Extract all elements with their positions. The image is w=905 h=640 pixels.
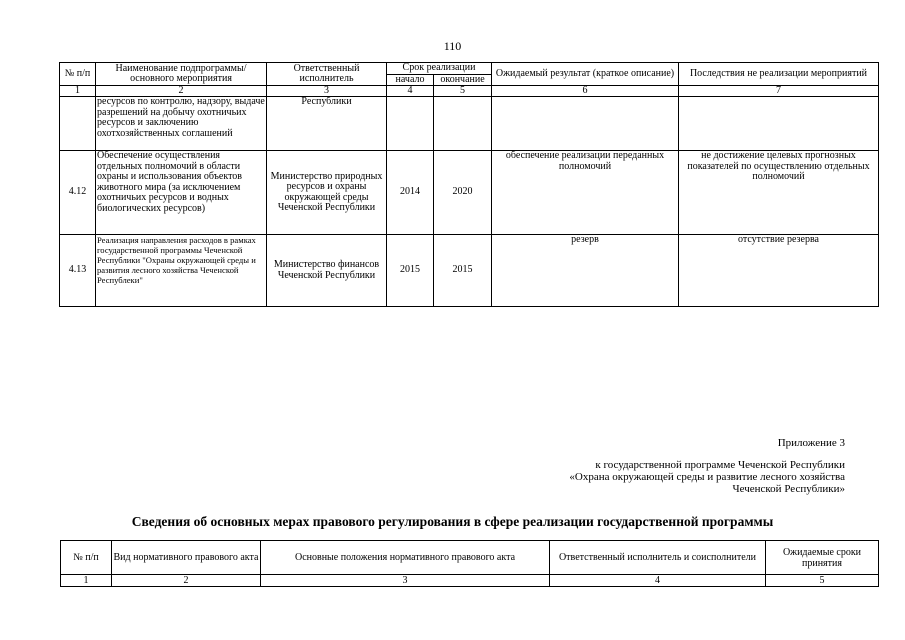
header-period: Срок реализации <box>387 63 492 75</box>
program-activities-table <box>59 62 879 307</box>
page-number: 110 <box>443 39 462 53</box>
row-num <box>60 97 96 151</box>
header-name: Наименование подпрограммы/ основного мероприятия <box>96 63 267 86</box>
row-result: резерв <box>492 235 679 307</box>
table-row <box>60 151 879 235</box>
row-end: 2015 <box>434 235 492 307</box>
index-cell: 4 <box>387 86 434 97</box>
index-cell: 3 <box>267 86 387 97</box>
index-cell: 5 <box>434 86 492 97</box>
row-name: Обеспечение осуществления отдельных полномочий в области охраны и использования объектов животного мира (за исключением охотничьих ресурсов и водных биологических ресурсов) <box>96 151 267 235</box>
index-cell: 6 <box>492 86 679 97</box>
row-result <box>492 97 679 151</box>
appendix-line-3: Чеченской Республики» <box>732 483 845 495</box>
row-name: Реализация направления расходов в рамках государственной программы Чеченской Республики "Охраны окружающей среды и развития лесного хозяйства Чеченской Республеки" <box>96 235 267 307</box>
table-row <box>60 97 879 151</box>
appendix-line-1: к государственной программе Чеченской Республики <box>595 459 845 471</box>
column-index-row <box>60 86 879 97</box>
row-end <box>434 97 492 151</box>
row-result: обеспечение реализации переданных полномочий <box>492 151 679 235</box>
header-provisions: Основные положения нормативного правового акта <box>261 541 550 575</box>
row-start: 2014 <box>387 151 434 235</box>
appendix-line-2: «Охрана окружающей среды и развитие лесного хозяйства <box>569 471 845 483</box>
appendix-label: Приложение 3 <box>777 437 845 449</box>
header-start: начало <box>387 74 434 86</box>
table-header-row <box>60 63 879 75</box>
row-start: 2015 <box>387 235 434 307</box>
index-cell: 4 <box>550 575 766 587</box>
column-index-row <box>61 575 879 587</box>
row-consequences <box>679 97 879 151</box>
row-responsible: Министерство финансов Чеченской Республики <box>267 235 387 307</box>
row-name: ресурсов по контролю, надзору, выдаче разрешений на добычу охотничьих ресурсов и заключению охотхозяйственных соглашений <box>96 97 267 151</box>
row-end: 2020 <box>434 151 492 235</box>
header-consequences: Последствия не реализации мероприятий <box>679 63 879 86</box>
table-row <box>60 235 879 307</box>
section-title: Сведения об основных мерах правового регулирования в сфере реализации государственной программы <box>131 514 774 529</box>
index-cell: 5 <box>766 575 879 587</box>
header-responsible: Ответственный исполнитель <box>267 63 387 86</box>
header-num: № п/п <box>60 63 96 86</box>
row-start <box>387 97 434 151</box>
row-consequences: отсутствие резерва <box>679 235 879 307</box>
row-num: 4.13 <box>60 235 96 307</box>
index-cell: 2 <box>96 86 267 97</box>
index-cell: 7 <box>679 86 879 97</box>
header-num: № п/п <box>61 541 112 575</box>
row-num: 4.12 <box>60 151 96 235</box>
index-cell: 2 <box>112 575 261 587</box>
header-act-type: Вид нормативного правового акта <box>112 541 261 575</box>
row-responsible: Республики <box>267 97 387 151</box>
header-responsible: Ответственный исполнитель и соисполнители <box>550 541 766 575</box>
header-end: окончание <box>434 74 492 86</box>
index-cell: 1 <box>61 575 112 587</box>
legal-regulation-table <box>60 540 879 587</box>
table-header-row <box>61 541 879 575</box>
row-responsible: Министерство природных ресурсов и охраны окружающей среды Чеченской Республики <box>267 151 387 235</box>
header-result: Ожидаемый результат (краткое описание) <box>492 63 679 86</box>
header-deadline: Ожидаемые сроки принятия <box>766 541 879 575</box>
row-consequences: не достижение целевых прогнозных показателей по осуществлению отдельных полномочий <box>679 151 879 235</box>
index-cell: 3 <box>261 575 550 587</box>
index-cell: 1 <box>60 86 96 97</box>
